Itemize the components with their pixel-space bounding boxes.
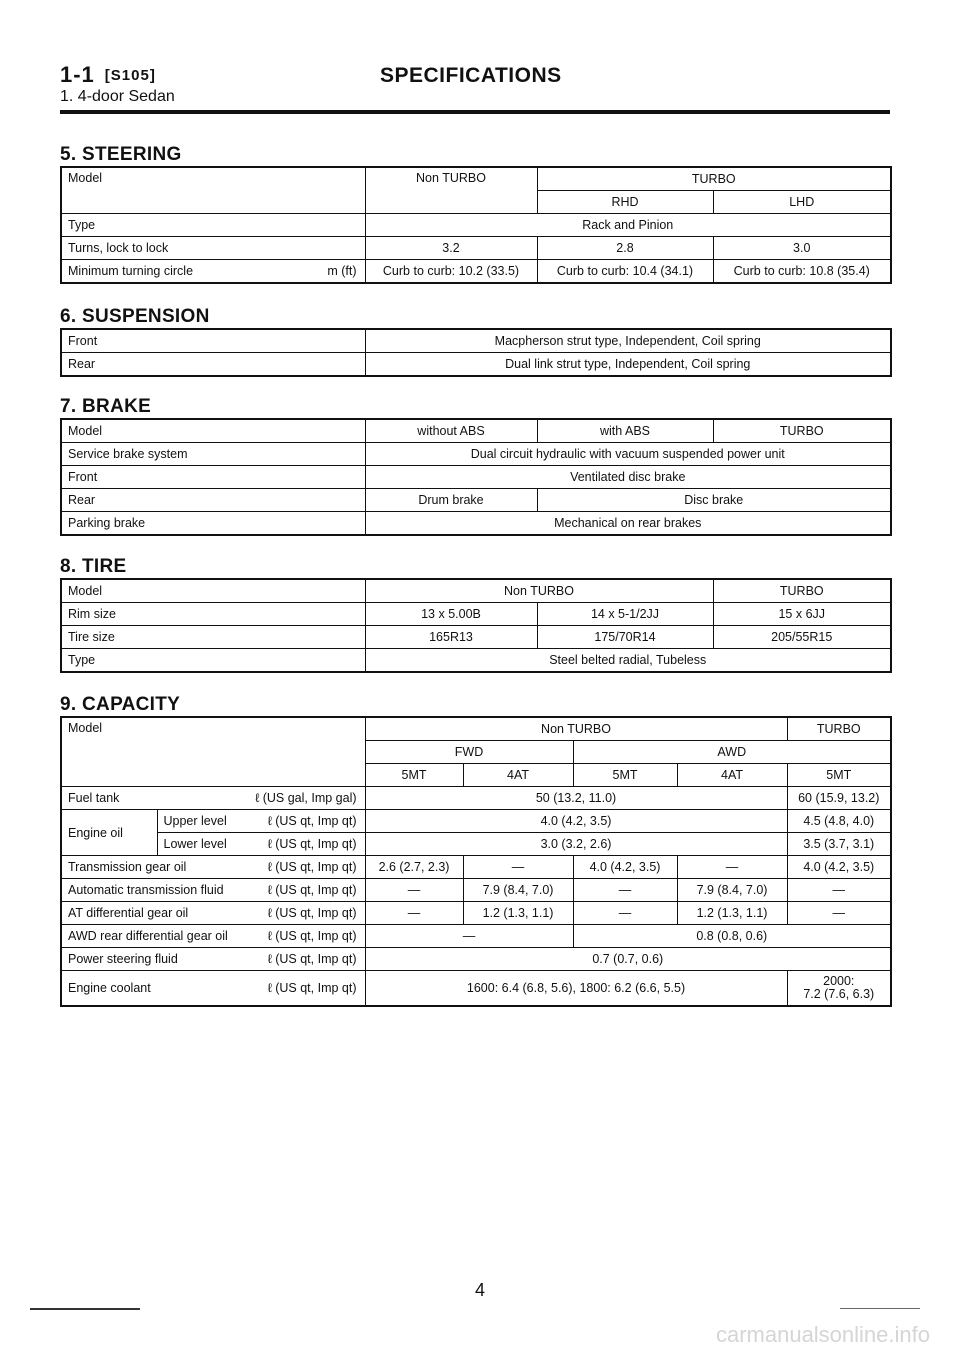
turbo-header: TURBO [787,717,891,741]
table-row [61,902,891,925]
section-code [60,62,156,88]
rear-label: Rear [61,489,365,512]
table-row [61,856,891,879]
fwd-4at-header: 4AT [463,764,573,787]
table-row [61,214,891,237]
rear-label: Rear [61,353,365,377]
atf-value: — [573,879,677,902]
transmission-gear-oil-label [61,856,365,879]
at-diff-text: AT differential gear oil [68,906,189,920]
lower-non-turbo: 3.0 (3.2, 2.6) [365,833,787,856]
tire-3: 205/55R15 [713,626,891,649]
rear-disc: Disc brake [537,489,891,512]
fuel-turbo: 60 (15.9, 13.2) [787,787,891,810]
rim-1: 13 x 5.00B [365,603,537,626]
coolant-turbo-line2: 7.2 (7.6, 6.3) [803,987,875,1001]
steering-table [60,166,892,284]
at-diff-value: — [787,902,891,925]
turns-non-turbo: 3.2 [365,237,537,260]
type-value: Steel belted radial, Tubeless [365,649,891,673]
table-row [61,419,891,443]
turning-circle-text: Minimum turning circle [68,264,194,278]
upper-level-label [157,810,365,833]
non-turbo-header: Non TURBO [365,167,537,214]
rim-2: 14 x 5-1/2JJ [537,603,713,626]
power-steering-text: Power steering fluid [68,952,178,966]
awd-rear-diff-text: AWD rear differential gear oil [68,929,228,943]
table-row [61,579,891,603]
table-row [61,443,891,466]
table-row [61,971,891,1007]
page-title: SPECIFICATIONS [380,64,562,87]
at-diff-value: 1.2 (1.3, 1.1) [677,902,787,925]
lower-unit: ℓ (US qt, Imp qt) [267,837,357,851]
tire-size-label: Tire size [61,626,365,649]
table-row [61,879,891,902]
at-diff-value: — [365,902,463,925]
brake-title: 7. BRAKE [60,396,152,417]
trans-value: — [677,856,787,879]
awd-header: AWD [573,741,891,764]
front-label: Front [61,329,365,353]
lhd-header: LHD [713,191,891,214]
table-row [61,329,891,353]
atf-value: — [365,879,463,902]
engine-oil-label: Engine oil [61,810,157,856]
coolant-text: Engine coolant [68,981,151,995]
watermark: carmanualsonline.info [715,1322,930,1347]
service-value: Dual circuit hydraulic with vacuum suspended power unit [365,443,891,466]
table-row [61,237,891,260]
table-row [61,353,891,377]
at-diff-value: 1.2 (1.3, 1.1) [463,902,573,925]
atf-value: 7.9 (8.4, 7.0) [677,879,787,902]
atf-value: — [787,879,891,902]
turning-circle-label [61,260,365,284]
fwd-header: FWD [365,741,573,764]
section-subtitle: 1. 4-door Sedan [60,88,175,105]
awd-rear-diff-unit: ℓ (US qt, Imp qt) [267,929,357,943]
coolant-turbo [787,971,891,1007]
with-abs-header: with ABS [537,419,713,443]
table-row [61,717,891,741]
lower-turbo: 3.5 (3.7, 3.1) [787,833,891,856]
circle-lhd: Curb to curb: 10.8 (35.4) [713,260,891,284]
without-abs-header: without ABS [365,419,537,443]
lower-level-label [157,833,365,856]
coolant-label [61,971,365,1007]
atf-text: Automatic transmission fluid [68,883,224,897]
upper-level-text: Upper level [163,814,227,828]
steering-title: 5. STEERING [60,144,182,165]
header-rule [60,110,890,114]
fwd-5mt-header: 5MT [365,764,463,787]
parking-label: Parking brake [61,512,365,536]
awd-5mt-header: 5MT [573,764,677,787]
suspension-table [60,328,892,377]
turns-lhd: 3.0 [713,237,891,260]
rear-value: Dual link strut type, Independent, Coil spring [365,353,891,377]
trans-text: Transmission gear oil [68,860,187,874]
atf-label [61,879,365,902]
power-steering-label [61,948,365,971]
trans-value: 2.6 (2.7, 2.3) [365,856,463,879]
at-diff-label [61,902,365,925]
upper-turbo: 4.5 (4.8, 4.0) [787,810,891,833]
awd-rear-diff-fwd: — [365,925,573,948]
power-steering-value: 0.7 (0.7, 0.6) [365,948,891,971]
tire-title: 8. TIRE [60,556,127,577]
trans-value: — [463,856,573,879]
rim-3: 15 x 6JJ [713,603,891,626]
fuel-unit: ℓ (US gal, Imp gal) [255,791,357,805]
front-value: Ventilated disc brake [365,466,891,489]
model-label: Model [61,419,365,443]
model-label: Model [61,717,365,787]
capacity-title: 9. CAPACITY [60,694,181,715]
power-steering-unit: ℓ (US qt, Imp qt) [267,952,357,966]
turns-label: Turns, lock to lock [61,237,365,260]
coolant-turbo-line1: 2000: [823,974,855,988]
section-number: 1-1 [60,62,95,87]
circle-rhd: Curb to curb: 10.4 (34.1) [537,260,713,284]
trans-value: 4.0 (4.2, 3.5) [573,856,677,879]
table-row [61,787,891,810]
atf-value: 7.9 (8.4, 7.0) [463,879,573,902]
fuel-tank-label [61,787,365,810]
rear-drum: Drum brake [365,489,537,512]
service-label: Service brake system [61,443,365,466]
capacity-table [60,716,892,1007]
tire-1: 165R13 [365,626,537,649]
front-label: Front [61,466,365,489]
table-row [61,603,891,626]
model-label: Model [61,579,365,603]
lower-level-text: Lower level [163,837,227,851]
turbo-header: TURBO [537,167,891,191]
table-row [61,649,891,673]
fuel-tank-text: Fuel tank [68,791,120,805]
upper-unit: ℓ (US qt, Imp qt) [267,814,357,828]
non-turbo-header: Non TURBO [365,579,713,603]
table-row [61,833,891,856]
atf-unit: ℓ (US qt, Imp qt) [267,883,357,897]
non-turbo-header: Non TURBO [365,717,787,741]
table-row [61,948,891,971]
at-diff-unit: ℓ (US qt, Imp qt) [267,906,357,920]
awd-rear-diff-label [61,925,365,948]
rhd-header: RHD [537,191,713,214]
fuel-non-turbo: 50 (13.2, 11.0) [365,787,787,810]
footer-rule [30,1308,140,1310]
table-row [61,626,891,649]
type-label: Type [61,649,365,673]
parking-value: Mechanical on rear brakes [365,512,891,536]
turbo-5mt-header: 5MT [787,764,891,787]
circle-non-turbo: Curb to curb: 10.2 (33.5) [365,260,537,284]
table-row [61,512,891,536]
table-row [61,925,891,948]
footer-rule-right [840,1308,920,1309]
trans-value: 4.0 (4.2, 3.5) [787,856,891,879]
turbo-header: TURBO [713,579,891,603]
awd-4at-header: 4AT [677,764,787,787]
upper-non-turbo: 4.0 (4.2, 3.5) [365,810,787,833]
table-row [61,489,891,512]
table-row [61,810,891,833]
tire-table [60,578,892,673]
awd-rear-diff-awd: 0.8 (0.8, 0.6) [573,925,891,948]
table-row [61,260,891,284]
tire-2: 175/70R14 [537,626,713,649]
suspension-title: 6. SUSPENSION [60,306,210,327]
type-value: Rack and Pinion [365,214,891,237]
table-row [61,466,891,489]
coolant-non-turbo: 1600: 6.4 (6.8, 5.6), 1800: 6.2 (6.6, 5.5) [365,971,787,1007]
type-label: Type [61,214,365,237]
turbo-header: TURBO [713,419,891,443]
at-diff-value: — [573,902,677,925]
front-value: Macpherson strut type, Independent, Coil spring [365,329,891,353]
trans-unit: ℓ (US qt, Imp qt) [267,860,357,874]
coolant-unit: ℓ (US qt, Imp qt) [267,981,357,995]
section-ref: [S105] [104,67,156,84]
table-row [61,167,891,191]
turning-circle-unit: m (ft) [327,264,357,278]
page-number: 4 [474,1280,485,1300]
turns-rhd: 2.8 [537,237,713,260]
brake-table [60,418,892,536]
rim-label: Rim size [61,603,365,626]
model-label: Model [61,167,365,214]
